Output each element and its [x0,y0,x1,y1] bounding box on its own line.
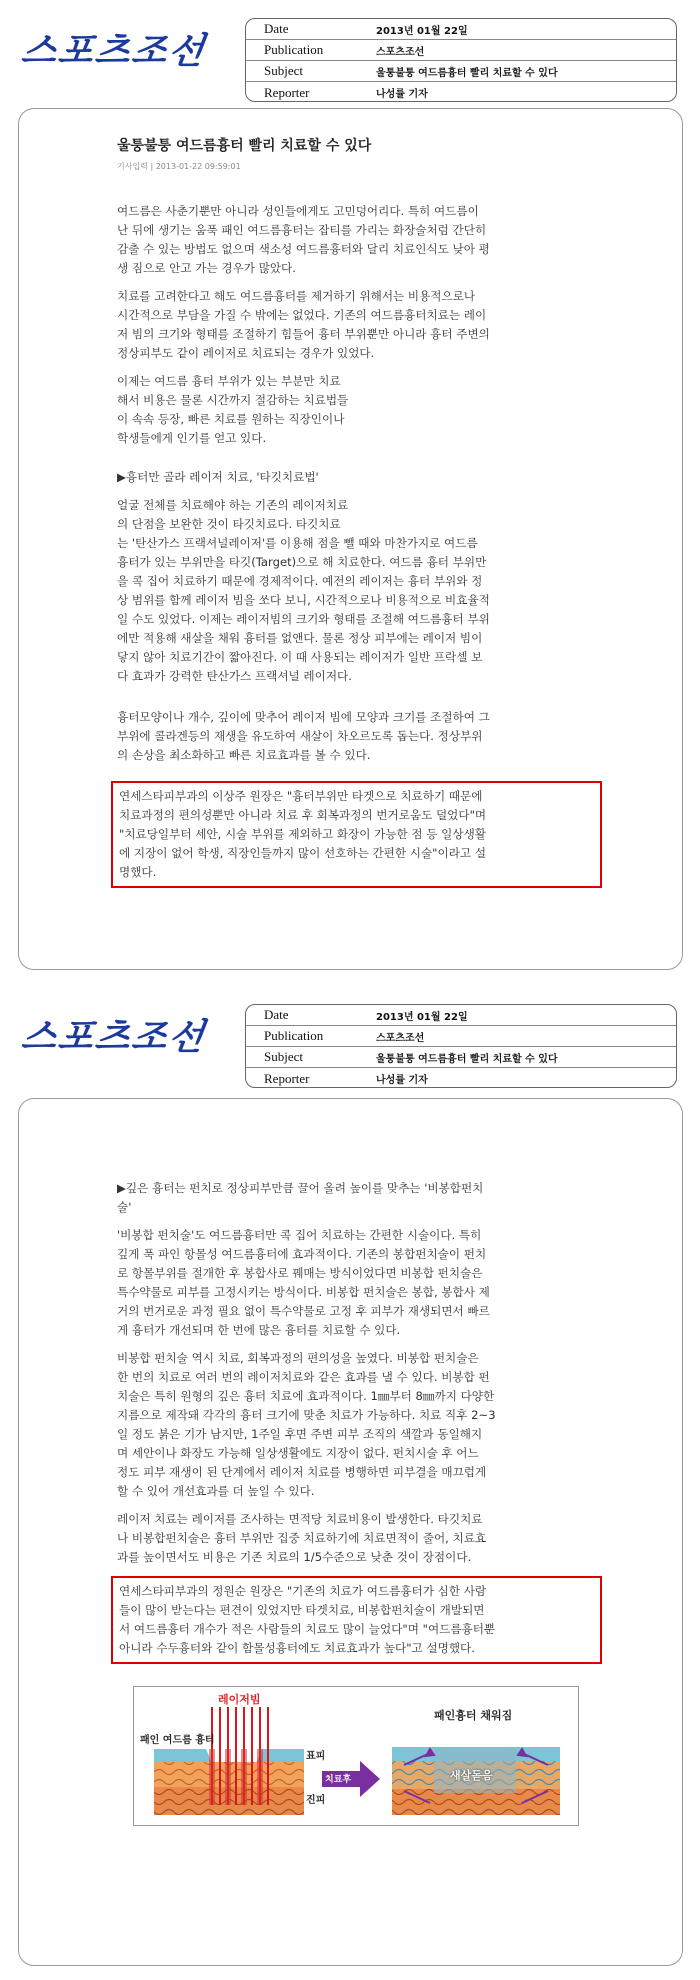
paragraph: '비봉합 펀치술'도 여드름흉터만 콕 집어 치료하는 간편한 시술이다. 특히 깊게 푹 파인 항몰성 여드름흉터에 효과적이다. 기존의 봉합펀치술이 펀치 로 항몰부위를 절개한 후 봉합사로 꿰매는 방식이었다면 비봉합 펀치술은 특수약물로 피부를 고정시키는 방식이다. 비봉합 펀치술은 봉합, 봉합사 제 거의 번거로운 과정 필요 없이 특수약물로 고정 후 피부가 재생되면서 빠르 게 흉터가 개선되며 한 번에 많은 흉터를 치료할 수 있다. [117,1228,490,1337]
meta-row-publication [246,40,676,61]
quote-box-highlight [111,1576,602,1664]
scar-label: 패인 여드름 흉터 [140,1735,215,1746]
paragraph: 이제는 여드름 흉터 부위가 있는 부분만 치료 해서 비용은 물론 시간까지 절감하는 치료법들 이 속속 등장, 빠른 치료를 원하는 직장인이나 학생들에게 인기를 얻고 있다. [117,374,349,445]
treatment-diagram [133,1686,579,1826]
quote-text: 연세스타피부과의 이상주 원장은 "흉터부위만 타겟으로 치료하기 때문에 치료과정의 편의성뿐만 아니라 치료 후 회복과정의 번거로움도 덜었다"며 "치료당일부터 세안, 시술 부위를 제외하고 화장이 가능한 점 등 일상생활 에 지장이 없어 학생, 직장인들까지 많이 선호하는 간편한 시술"이라고 설 명했다. [119,789,487,879]
arrow-label: 치료후 [325,1775,352,1785]
section-heading: ▶흉터만 골라 레이저 치료, '타깃치료법' [117,470,319,484]
meta-label: Reporter [264,84,310,100]
meta-row-reporter [246,82,676,102]
meta-value: 나성률 기자 [376,89,428,100]
meta-value: 울퉁불퉁 여드름흉터 빨리 치료할 수 있다 [376,67,558,79]
paragraph: 레이저 치료는 레이저를 조사하는 면적당 치료비용이 발생한다. 타깃치료 나 비봉합펀치술은 흉터 부위만 집중 치료하기에 치료면적이 줄어, 치료효 과를 높이면서도 비용은 기존 치료의 1/5수준으로 낮춘 것이 장점이다. [117,1512,487,1564]
meta-value: 울퉁불퉁 여드름흉터 빨리 치료할 수 있다 [376,1053,558,1065]
meta-row-subject [246,61,676,82]
meta-value: 스포츠조선 [376,1032,425,1044]
article-page-1 [18,108,683,970]
meta-value: 나성률 기자 [376,1075,428,1086]
paragraph: 얼굴 전체를 치료해야 하는 기존의 레이저치료 의 단점을 보완한 것이 타깃치료다. 타깃치료 는 '탄산가스 프랙셔널레이저'를 이용해 점을 뺄 때와 마찬가지로 여드름 흉터가 있는 부위만을 타깃(Target)으로 해 치료한다. 여드름 흉터 부위만 을 콕 집어 치료하기 때문에 경제적이다. 예전의 레이저는 흉터 부위와 정 상 범위를 함께 레이저 빔을 쏘다 보니, 시간적으로나 비용적으로 비효율적 일 수도 있었다. 이제는 레이저빔의 크기와 형태를 조절해 여드름흉터 부위 에만 적용해 새살을 채워 흉터를 없앤다. 물론 정상 피부에는 레이저 빔이 닿지 않아 치료기간이 짧아진다. 이 때 사용되는 레이저가 일반 프락셀 보 다 효과가 강력한 탄산가스 프랙셔널 레이저다. [117,498,490,683]
meta-row-date [246,1005,676,1026]
meta-label: Publication [264,1028,324,1043]
paragraph: 치료를 고려한다고 해도 여드름흉터를 제거하기 위해서는 비용적으로나 시간적으로 부담을 가질 수 밖에는 없었다. 기존의 여드름흉터치료는 레이 저 빔의 크기와 형태를 조절하기 힘들어 흉터 부위뿐만 아니라 흉터 주변의 정상피부도 같이 레이저로 치료되는 경우가 있었다. [117,289,490,360]
metadata-table [245,18,677,102]
meta-row-publication [246,1026,676,1047]
meta-label: Date [264,21,289,36]
meta-row-subject [246,1047,676,1068]
quote-box-highlight [111,781,602,888]
article-date: 기사입력 | 2013-01-22 09:59:01 [117,162,241,171]
meta-label: Reporter [264,1070,310,1086]
article-page-2 [18,1098,683,1966]
epidermis-label: 표피 [306,1751,326,1762]
meta-value: 스포츠조선 [376,46,425,58]
newspaper-logo: 스포츠조선 [18,30,209,72]
filled-label: 패인흉터 채워짐 [434,1709,513,1722]
newspaper-logo: 스포츠조선 [18,1016,209,1058]
meta-value: 2013년 01월 22일 [376,1011,468,1023]
quote-text: 연세스타피부과의 정원순 원장은 "기존의 치료가 여드름흉터가 심한 사람 들이 많이 받는다는 편견이 있었지만 타겟치료, 비봉합펀치술이 개발되면 서 여드름흉터 개수가 적은 사람들의 치료도 많이 늘었다"며 "여드름흉터뿐 아니라 수두흉터와 같이 함몰성흉터에도 치료효과가 높다"고 설명했다. [119,1584,496,1655]
metadata-table [245,1004,677,1088]
meta-label: Date [264,1007,289,1022]
meta-label: Subject [264,1049,303,1064]
article-body [117,202,602,765]
paragraph: 흉터모양이나 개수, 깊이에 맞추어 레이저 빔에 모양과 크기를 조절하여 그 부위에 콜라겐등의 재생을 유도하여 새살이 차오르도록 돕는다. 정상부위 의 손상을 최소화하고 빠른 치료효과를 볼 수 있다. [117,710,490,762]
dermis-label: 진피 [306,1795,326,1806]
meta-value: 2013년 01월 22일 [376,25,468,37]
article-title: 울퉁불퉁 여드름흉터 빨리 치료할 수 있다 [117,138,372,154]
newskin-label: 새살돋음 [450,1769,493,1782]
paragraph: 비봉합 펀치술 역시 치료, 회복과정의 편의성을 높였다. 비봉합 펀치술은 한 번의 치료로 여러 번의 레이저치료와 같은 효과를 낼 수 있다. 비봉합 펀 치술은 특히 원형의 깊은 흉터 치료에 효과적이다. 1㎜부터 8㎜까지 다양한 지름으로 제작돼 각각의 흉터 크기에 맞춘 치료가 가능하다. 치료 직후 2~3 일 정도 붉은 기가 남지만, 1주일 후면 주변 피부 조직의 색깔과 동일해지 며 세안이나 화장도 가능해 일상생활에도 지장이 없다. 펀치시술 후 어느 정도 피부 재생이 된 단계에서 레이저 치료를 병행하면 피부결을 매끄럽게 할 수 있어 개선효과를 더 높일 수 있다. [117,1351,496,1498]
meta-label: Publication [264,42,324,57]
meta-row-date [246,19,676,40]
paragraph: 여드름은 사춘기뿐만 아니라 성인들에게도 고민덩어리다. 특히 여드름이 난 뒤에 생기는 움푹 패인 여드름흉터는 잡티를 가리는 화장술처럼 간단히 감출 수 있는 방법도 없으며 색소성 여드름흉터와 달리 치료인식도 낮아 평 생 짐으로 안고 가는 경우가 많았다. [117,204,490,275]
meta-row-reporter [246,1068,676,1088]
diagram-graphic [134,1687,580,1827]
section-heading: ▶깊은 흉터는 펀치로 정상피부만큼 끌어 올려 높이를 맞추는 '비봉합펀치 술' [117,1181,484,1214]
article-body [117,1179,602,1567]
laser-label: 레이저빔 [218,1693,261,1706]
meta-label: Subject [264,63,303,78]
